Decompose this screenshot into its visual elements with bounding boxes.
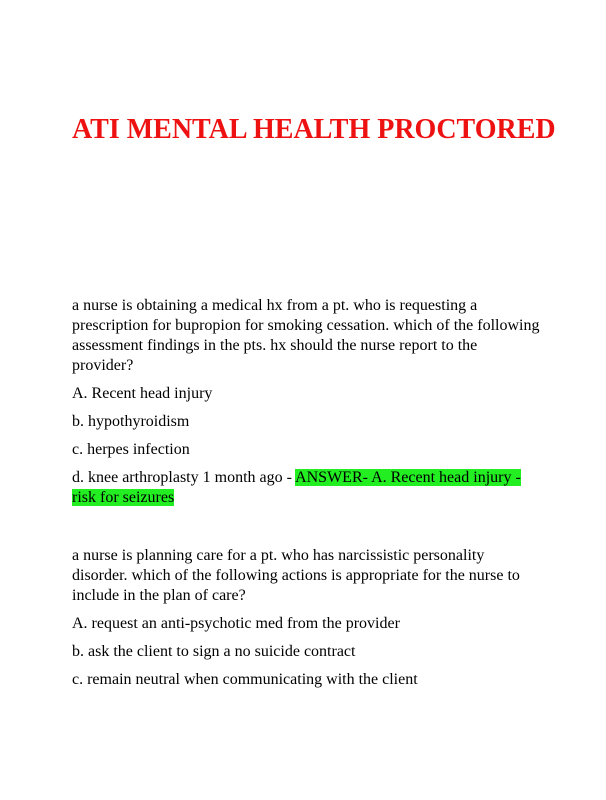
question-1 (72, 296, 542, 516)
question-1-stem: a nurse is obtaining a medical hx from a pt. who is requesting a prescription for bupropion for smoking cessation. which of the following assessment findings in the pts. hx should the nurse report to the provider? (72, 297, 540, 374)
question-2-stem: a nurse is planning care for a pt. who has narcissistic personality disorder. which of the following actions is appropriate for the nurse to include in the plan of care? (72, 547, 520, 604)
question-1-option-d: d. knee arthroplasty 1 month ago - (72, 469, 296, 486)
question-1-option-a: A. Recent head injury (72, 385, 213, 402)
question-2-option-b: b. ask the client to sign a no suicide contract (72, 643, 356, 660)
document-title: ATI MENTAL HEALTH PROCTORED (72, 114, 556, 145)
question-1-option-b: b. hypothyroidism (72, 413, 190, 430)
question-2-option-c: c. remain neutral when communicating with the client (72, 671, 418, 688)
question-1-answer: ANSWER- A. Recent head injury - risk for seizures (72, 469, 521, 506)
question-2 (72, 546, 542, 698)
question-1-option-d-line (72, 468, 542, 508)
question-1-option-c: c. herpes infection (72, 441, 190, 458)
question-2-option-a: A. request an anti-psychotic med from the provider (72, 615, 400, 632)
